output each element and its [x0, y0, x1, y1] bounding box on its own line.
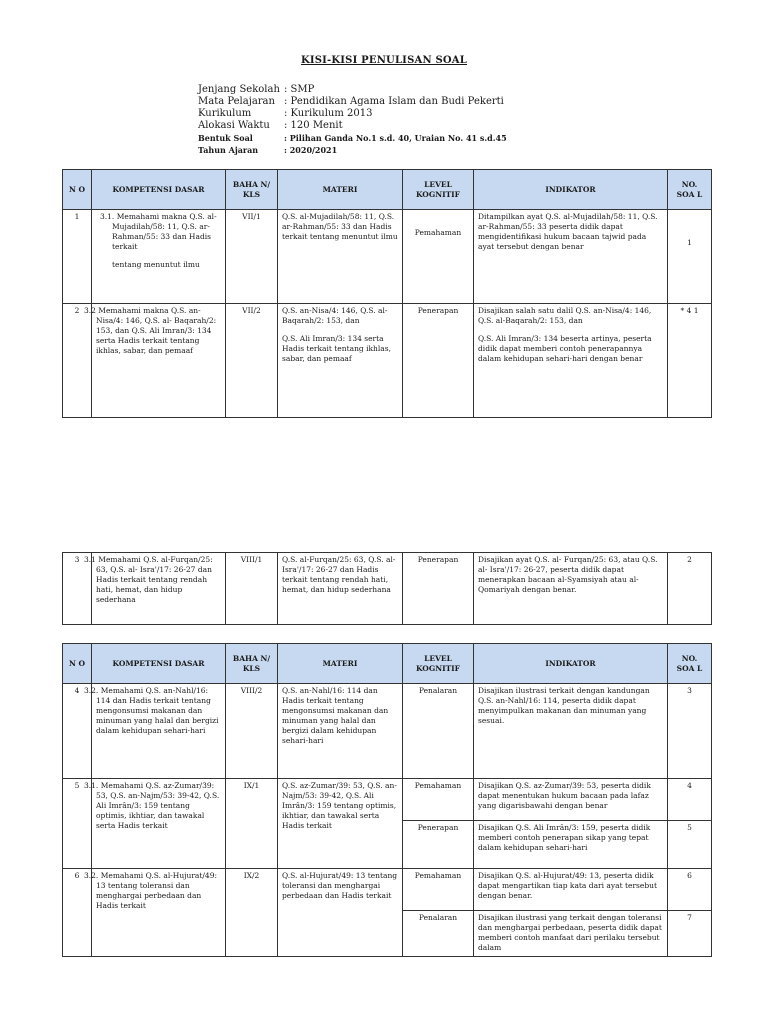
- header-level: LEVEL KOGNITIF: [403, 644, 474, 684]
- table-row: 5 3.1. Memahami Q.S. az-Zumar/39: 53, Q.S. an-Najm/53: 39-42, Q.S. Ali Imrân/3: 159 tentang optimis, ikhtiar, dan tawakal serta Hadis terkait IX/1 Q.S. az-Zumar/39: 53, Q.S. an-Najm/53: 39-42, Q.S. Ali Imrân/3: 159 tentang optimis, ikhtiar, dan tawakal serta Hadis terkait Pemahaman Disajikan Q.S. az-Zumar/39: 53, peserta didik dapat menentukan hukum bacaan pada lafaz yang digarisbawahi dengan benar 4: [63, 779, 712, 821]
- table-header: [63, 170, 712, 210]
- meta-bentuk-soal: Bentuk Soal : Pilihan Ganda No.1 s.d. 40, Uraian No. 41 s.d.45: [198, 133, 507, 143]
- table-row: 6 3.2. Memahami Q.S. al-Hujurat/49: 13 tentang toleransi dan menghargai perbedaan dan Hadis terkait IX/2 Q.S. al-Hujurat/49: 13 tentang toleransi dan menghargai perbedaan dan Hadis terkait Pemahaman Disajikan Q.S. al-Hujurat/49: 13, peserta didik dapat mengartikan tiap kata dari ayat tersebut dengan benar. 6: [63, 869, 712, 911]
- header-indikator: INDIKATOR: [474, 644, 668, 684]
- meta-tahun-ajaran: Tahun Ajaran : 2020/2021: [198, 145, 338, 155]
- materi-cell: Q.S. an-Nisa/4: 146, Q.S. al-Baqarah/2: 153, dan Q.S. Ali Imran/3: 134 serta Hadis terkait tentang ikhlas, sabar, dan pemaaf: [278, 304, 403, 418]
- header-kls: BAHA N/ KLS: [226, 644, 278, 684]
- table-row: 4 3.2. Memahami Q.S. an-Nahl/16: 114 dan Hadis terkait tentang mengonsumsi makanan dan minuman yang halal dan bergizi dalam kehidupan sehari-hari VIII/2 Q.S. an-Nahl/16: 114 dan Hadis terkait tentang mengonsumsi makanan dan minuman yang halal dan bergizi dalam kehidupan sehari-hari Penalaran Disajikan ilustrasi terkait dengan kandungan Q.S. an-Nahl/16: 114, peserta didik dapat menyimpulkan makanan dan minuman yang sesuai. 3: [63, 684, 712, 779]
- table-row: 2 3.2 Memahami makna Q.S. an-Nisa/4: 146, Q.S. al- Baqarah/2: 153, dan Q.S. Ali Imran/3: 134 serta Hadis terkait tentang ikhlas, sabar, dan pemaaf VII/2 Q.S. an-Nisa/4: 146, Q.S. al-Baqarah/2: 153, dan Q.S. Ali Imran/3: 134 serta Hadis terkait tentang ikhlas, sabar, dan pemaaf Penerapan Disajikan salah satu dalil Q.S. an-Nisa/4: 146, Q.S. al-Baqarah/2: 153, dan Q.S. Ali Imran/3: 134 beserta artinya, peserta didik dapat memberi contoh penerapannya dalam kehidupan sehari-hari dengan benar * 4 1: [63, 304, 712, 418]
- table-header: [63, 644, 712, 684]
- document-meta: [198, 84, 507, 156]
- header-soal: NO. SOA L: [668, 170, 712, 210]
- kisi-table-2: [62, 552, 712, 625]
- kd-cell: 3.1. Memahami makna Q.S. al-Mujadilah/58: 11, Q.S. ar-Rahman/55: 33 dan Hadis terkait tentang menuntut ilmu: [92, 210, 226, 304]
- header-kls: BAHA N/ KLS: [226, 170, 278, 210]
- header-soal: NO. SOA L: [668, 644, 712, 684]
- meta-alokasi: Alokasi Waktu : 120 Menit: [198, 120, 343, 131]
- meta-mapel: Mata Pelajaran : Pendidikan Agama Islam dan Budi Pekerti: [198, 96, 504, 107]
- meta-jenjang: Jenjang Sekolah : SMP: [198, 84, 315, 95]
- kisi-table-3: [62, 643, 712, 957]
- header-materi: MATERI: [278, 170, 403, 210]
- table-row: 1 3.1. Memahami makna Q.S. al-Mujadilah/58: 11, Q.S. ar-Rahman/55: 33 dan Hadis terkait tentang menuntut ilmu VII/1 Q.S. al-Mujadilah/58: 11, Q.S. ar-Rahman/55: 33 dan Hadis terkait tentang menuntut ilmu Pemahaman Ditampilkan ayat Q.S. al-Mujadilah/58: 11, Q.S. ar-Rahman/55: 33 peserta didik dapat mengidentifikasi hukum bacaan tajwid pada ayat tersebut dengan benar 1: [63, 210, 712, 304]
- header-kd: KOMPETENSI DASAR: [92, 170, 226, 210]
- header-no: N O: [63, 644, 92, 684]
- table-row: Penalaran Disajikan ilustrasi yang terkait dengan toleransi dan menghargai perbedaan, peserta didik dapat memberi contoh manfaat dari perilaku tersebut dalam 7: [63, 911, 712, 957]
- header-materi: MATERI: [278, 644, 403, 684]
- header-no: N O: [63, 170, 92, 210]
- table-row: 3 3.1 Memahami Q.S. al-Furqan/25: 63, Q.S. al- Isra'/17: 26-27 dan Hadis terkait tentang rendah hati, hemat, dan hidup sederhana VIII/1 Q.S. al-Furqan/25: 63, Q.S. al-Isra'/17: 26-27 dan Hadis terkait tentang rendah hati, hemat, dan hidup sederhana Penerapan Disajikan ayat Q.S. al- Furqan/25: 63, atau Q.S. al- Isra'/17: 26-27, peserta didik dapat menerapkan bacaan al-Syamsiyah atau al-Qomariyah dengan benar. 2: [63, 553, 712, 625]
- header-indikator: INDIKATOR: [474, 170, 668, 210]
- indikator-cell: Disajikan salah satu dalil Q.S. an-Nisa/4: 146, Q.S. al-Baqarah/2: 153, dan Q.S. Ali Imran/3: 134 beserta artinya, peserta didik dapat memberi contoh penerapannya dalam kehidupan sehari-hari dengan benar: [474, 304, 668, 418]
- meta-kurikulum: Kurikulum : Kurikulum 2013: [198, 108, 373, 119]
- document-title: KISI-KISI PENULISAN SOAL: [300, 55, 467, 66]
- header-level: LEVEL KOGNITIF: [403, 170, 474, 210]
- kisi-table-1: [62, 169, 712, 418]
- table-row: Penerapan Disajikan Q.S. Ali Imrân/3: 159, peserta didik memberi contoh penerapan sikap yang tepat dalam kehidupan sehari-hari 5: [63, 821, 712, 869]
- header-kd: KOMPETENSI DASAR: [92, 644, 226, 684]
